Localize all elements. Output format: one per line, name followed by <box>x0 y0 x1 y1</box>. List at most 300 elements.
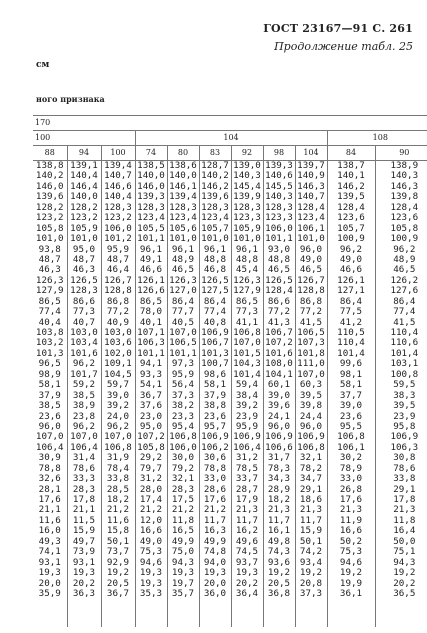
table-cell: 96,0 <box>299 420 323 432</box>
table-cell: 19,2 <box>339 567 363 579</box>
table-cell: 20,2 <box>393 577 416 589</box>
table-cell: 32,1 <box>171 473 195 485</box>
table-cell: 106,5 <box>297 327 325 338</box>
table-cell: 126,5 <box>201 274 229 286</box>
table-cell: 107,2 <box>137 431 165 443</box>
table-cell: 31,7 <box>267 452 291 464</box>
table-cell: 75,1 <box>393 546 416 558</box>
table-cell: 140,1 <box>337 170 365 182</box>
table-cell: 77,5 <box>339 306 363 318</box>
table-cell: 126,5 <box>70 274 98 286</box>
table-cell: 95,9 <box>171 368 195 380</box>
table-cell: 126,6 <box>137 285 165 297</box>
table-cell: 29,2 <box>139 452 163 464</box>
table-cell: 38,5 <box>38 400 61 412</box>
table-cell: 126,7 <box>104 274 132 286</box>
table-cell: 104,3 <box>233 358 261 370</box>
table-cell: 21,3 <box>235 504 259 516</box>
table-cell: 36,3 <box>72 587 96 599</box>
table-cell: 128,4 <box>297 201 325 213</box>
table-cell: 146,2 <box>337 180 365 192</box>
table-cell: 11,7 <box>235 514 259 526</box>
table-cell: 100,8 <box>390 368 419 380</box>
table-cell: 49,0 <box>339 253 363 265</box>
table-cell: 101,3 <box>201 347 229 359</box>
table-cell: 36,4 <box>235 587 259 599</box>
table-cell: 105,8 <box>390 222 419 234</box>
table-cell: 46,6 <box>139 264 163 276</box>
table-cell: 128,3 <box>265 201 293 213</box>
table-cell: 49,6 <box>235 535 259 547</box>
table-cell: 95,9 <box>106 243 130 255</box>
table-cell: 103,6 <box>104 337 132 349</box>
table-cell: 30,9 <box>38 452 61 464</box>
table-cell: 11,8 <box>171 514 195 526</box>
table-cell: 45,4 <box>235 264 259 276</box>
table-cell: 103,4 <box>70 337 98 349</box>
table-cell: 106,8 <box>233 327 261 338</box>
table-cell: 101,4 <box>390 347 419 359</box>
table-cell: 78,2 <box>299 462 323 474</box>
table-cell: 49,1 <box>139 253 163 265</box>
table-cell: 139,4 <box>169 191 197 203</box>
table-cell: 106,0 <box>169 441 197 453</box>
table-cell: 123,2 <box>35 212 64 224</box>
table-cell: 38,2 <box>171 400 195 412</box>
table-cell: 46,5 <box>171 264 195 276</box>
table-cell: 110,6 <box>390 337 419 349</box>
table-cell: 37,9 <box>203 389 227 401</box>
table-cell: 100,9 <box>337 233 365 245</box>
table-cell: 140,2 <box>201 170 229 182</box>
table-cell: 49,9 <box>171 535 195 547</box>
table-cell: 23,0 <box>139 410 163 422</box>
table-cell: 126,2 <box>390 274 419 286</box>
column-header: 100 <box>101 146 135 161</box>
table-cell: 93,1 <box>72 556 96 568</box>
table-cell: 59,5 <box>393 379 416 391</box>
table-cell: 105,8 <box>35 222 64 234</box>
table-cell: 40,8 <box>203 316 227 328</box>
table-cell: 105,7 <box>337 222 365 234</box>
table-cell: 24,1 <box>267 410 291 422</box>
table-cell: 110,4 <box>337 337 365 349</box>
table-cell: 126,1 <box>337 274 365 286</box>
table-cell: 139,1 <box>70 160 98 171</box>
table-cell: 33,8 <box>393 473 416 485</box>
table-cell: 123,3 <box>233 212 261 224</box>
table-cell: 20,5 <box>267 577 291 589</box>
table-cell: 106,1 <box>337 441 365 453</box>
table-cell: 78,9 <box>339 462 363 474</box>
table-cell: 16,0 <box>38 525 61 537</box>
table-cell: 140,2 <box>35 170 64 182</box>
table-cell: 106,9 <box>265 431 293 443</box>
table-cell: 49,8 <box>267 535 291 547</box>
table-cell: 106,0 <box>265 222 293 234</box>
table-cell: 19,3 <box>203 567 227 579</box>
table-cell: 41,1 <box>235 316 259 328</box>
table-cell: 86,5 <box>139 295 163 307</box>
table-cell: 78,5 <box>235 462 259 474</box>
column-header: 98 <box>263 146 295 161</box>
table-cell: 16,2 <box>235 525 259 537</box>
table-cell: 46,5 <box>393 264 416 276</box>
table-cell: 103,1 <box>390 358 419 370</box>
column-values <box>167 161 199 628</box>
table-cell: 139,9 <box>233 191 261 203</box>
table-cell: 123,4 <box>297 212 325 224</box>
table-cell: 140,7 <box>104 170 132 182</box>
table-cell: 46,4 <box>106 264 130 276</box>
table-cell: 74,8 <box>203 546 227 558</box>
column-header: 84 <box>327 146 375 161</box>
table-cell: 138,9 <box>390 160 419 171</box>
table-cell: 101,4 <box>337 347 365 359</box>
table-cell: 15,9 <box>299 525 323 537</box>
table-cell: 17,5 <box>171 494 195 505</box>
table-cell: 77,2 <box>106 306 130 318</box>
table-cell: 140,9 <box>297 170 325 182</box>
table-cell: 29,1 <box>393 483 416 495</box>
table-cell: 28,9 <box>267 483 291 495</box>
table-cell: 19,2 <box>267 567 291 579</box>
table-cell: 106,9 <box>297 431 325 443</box>
table-cell: 11,7 <box>299 514 323 526</box>
table-cell: 21,2 <box>139 504 163 516</box>
table-cell: 96,0 <box>267 420 291 432</box>
table-cell: 105,5 <box>137 222 165 234</box>
table-cell: 96,2 <box>72 358 96 370</box>
table-cell: 123,4 <box>137 212 165 224</box>
table-cell: 101,0 <box>233 233 261 245</box>
table-cell: 49,3 <box>38 535 61 547</box>
table-cell: 11,6 <box>106 514 130 526</box>
table-cell: 15,9 <box>72 525 96 537</box>
table-cell: 140,4 <box>104 191 132 203</box>
table-cell: 36,1 <box>339 587 363 599</box>
table-cell: 138,6 <box>169 160 197 171</box>
table-cell: 19,3 <box>139 567 163 579</box>
table-cell: 140,0 <box>137 170 165 182</box>
table-cell: 94,1 <box>139 358 163 370</box>
table-cell: 46,3 <box>38 264 61 276</box>
table-cell: 16,5 <box>171 525 195 537</box>
table-cell: 33,0 <box>339 473 363 485</box>
table-cell: 110,4 <box>390 327 419 338</box>
table-cell: 30,6 <box>203 452 227 464</box>
table-cell: 38,4 <box>235 389 259 401</box>
column-header: 90 <box>375 146 427 161</box>
table-cell: 139,4 <box>104 160 132 171</box>
table-cell: 98,6 <box>203 368 227 380</box>
table-cell: 32,1 <box>299 452 323 464</box>
table-cell: 35,3 <box>139 587 163 599</box>
table-cell: 49,0 <box>299 253 323 265</box>
table-cell: 17,9 <box>235 494 259 505</box>
table-cell: 28,0 <box>139 483 163 495</box>
table-cell: 101,8 <box>297 347 325 359</box>
table-cell: 46,5 <box>299 264 323 276</box>
table-cell: 106,2 <box>201 441 229 453</box>
table-cell: 95,5 <box>339 420 363 432</box>
table-cell: 18,2 <box>267 494 291 505</box>
table-cell: 41,5 <box>299 316 323 328</box>
table-cell: 19,9 <box>339 577 363 589</box>
table-cell: 93,6 <box>267 556 291 568</box>
table-cell: 105,8 <box>137 441 165 453</box>
table-cell: 138,5 <box>137 160 165 171</box>
table-cell: 79,7 <box>139 462 163 474</box>
column-header: 83 <box>199 146 231 161</box>
table-cell: 78,0 <box>139 306 163 318</box>
table-cell: 96,1 <box>235 243 259 255</box>
table-cell: 73,7 <box>106 546 130 558</box>
table-cell: 78,4 <box>106 462 130 474</box>
table-cell: 17,6 <box>203 494 227 505</box>
table-cell: 107,0 <box>104 431 132 443</box>
table-cell: 96,2 <box>339 243 363 255</box>
table-cell: 19,3 <box>235 567 259 579</box>
table-cell: 100,9 <box>390 233 419 245</box>
table-cell: 33,8 <box>106 473 130 485</box>
table-cell: 21,2 <box>171 504 195 516</box>
table-cell: 74,1 <box>38 546 61 558</box>
table-cell: 128,3 <box>169 201 197 213</box>
table-cell: 11,6 <box>38 514 61 526</box>
table-cell: 11,9 <box>339 514 363 526</box>
table-cell: 11,8 <box>393 514 416 526</box>
table-cell: 19,3 <box>38 567 61 579</box>
table-cell: 32,6 <box>38 473 61 485</box>
table-cell: 96,1 <box>203 243 227 255</box>
table-cell: 73,9 <box>72 546 96 558</box>
table-cell: 106,4 <box>233 441 261 453</box>
table-cell: 95,4 <box>171 420 195 432</box>
table-cell: 48,8 <box>203 253 227 265</box>
table-cell: 101,4 <box>233 368 261 380</box>
table-cell: 19,2 <box>299 567 323 579</box>
table-cell: 58,1 <box>339 379 363 391</box>
table-cell: 140,0 <box>70 191 98 203</box>
table-cell: 97,3 <box>171 358 195 370</box>
table-cell: 31,2 <box>139 473 163 485</box>
table-cell: 28,6 <box>203 483 227 495</box>
table-cell: 96,2 <box>72 420 96 432</box>
table-cell: 94,3 <box>393 556 416 568</box>
table-cell: 106,7 <box>265 327 293 338</box>
table-cell: 145,5 <box>265 180 293 192</box>
table-cell: 50,2 <box>339 535 363 547</box>
table-cell: 128,3 <box>137 201 165 213</box>
table-cell: 99,6 <box>339 358 363 370</box>
table-cell: 58,1 <box>203 379 227 391</box>
table-cell: 75,0 <box>171 546 195 558</box>
table-cell: 106,8 <box>169 431 197 443</box>
table-cell: 23,9 <box>235 410 259 422</box>
table-cell: 103,0 <box>70 327 98 338</box>
table-cell: 101,1 <box>137 233 165 245</box>
table-cell: 127,9 <box>233 285 261 297</box>
table-cell: 106,4 <box>70 441 98 453</box>
table-cell: 18,6 <box>299 494 323 505</box>
table-cell: 35,9 <box>38 587 61 599</box>
table-cell: 28,3 <box>171 483 195 495</box>
table-cell: 49,0 <box>139 535 163 547</box>
table-cell: 77,7 <box>171 306 195 318</box>
table-cell: 126,3 <box>35 274 64 286</box>
table-cell: 49,9 <box>203 535 227 547</box>
table-cell: 140,4 <box>70 170 98 182</box>
table-cell: 123,4 <box>201 212 229 224</box>
table-cell: 23,8 <box>72 410 96 422</box>
table-cell: 11,7 <box>203 514 227 526</box>
table-cell: 128,7 <box>201 160 229 171</box>
table-cell: 107,0 <box>297 368 325 380</box>
table-cell: 37,9 <box>38 389 61 401</box>
table-cell: 19,3 <box>171 567 195 579</box>
table-cell: 31,4 <box>72 452 96 464</box>
table-cell: 39,5 <box>299 389 323 401</box>
table-cell: 20,2 <box>72 577 96 589</box>
table-cell: 40,9 <box>106 316 130 328</box>
table-cell: 21,3 <box>267 504 291 516</box>
table-cell: 101,2 <box>104 233 132 245</box>
column-values <box>375 161 427 628</box>
table-cell: 96,5 <box>38 358 61 370</box>
table-cell: 60,1 <box>267 379 291 391</box>
header-row-groups <box>33 131 427 146</box>
table-cell: 37,3 <box>299 587 323 599</box>
table-cell: 128,3 <box>104 201 132 213</box>
table-cell: 20,0 <box>38 577 61 589</box>
column-values <box>263 161 295 628</box>
table-cell: 127,6 <box>390 285 419 297</box>
table-cell: 30,8 <box>393 452 416 464</box>
table-cell: 106,9 <box>233 431 261 443</box>
table-cell: 128,3 <box>70 285 98 297</box>
column-header: 74 <box>135 146 167 161</box>
table-cell: 19,2 <box>393 567 416 579</box>
table-cell: 19,2 <box>106 567 130 579</box>
table-cell: 48,7 <box>38 253 61 265</box>
column-header: 94 <box>67 146 101 161</box>
table-cell: 106,3 <box>137 337 165 349</box>
table-cell: 96,2 <box>106 420 130 432</box>
group-104-label: 104 <box>135 131 327 146</box>
table-cell: 86,6 <box>72 295 96 307</box>
table-cell: 146,0 <box>35 180 64 192</box>
table-cell: 48,9 <box>393 253 416 265</box>
table-cell: 146,3 <box>390 180 419 192</box>
table-cell: 107,3 <box>297 337 325 349</box>
table-cell: 128,3 <box>201 201 229 213</box>
table-cell: 107,2 <box>265 337 293 349</box>
table-cell: 93,0 <box>267 243 291 255</box>
table-cell: 127,9 <box>35 285 64 297</box>
table-cell: 46,3 <box>72 264 96 276</box>
table-cell: 140,0 <box>169 170 197 182</box>
table-cell: 75,3 <box>139 546 163 558</box>
table-cell: 20,0 <box>203 577 227 589</box>
table-cell: 39,8 <box>299 400 323 412</box>
table-cell: 101,0 <box>201 233 229 245</box>
table-cell: 49,7 <box>72 535 96 547</box>
table-cell: 28,3 <box>72 483 96 495</box>
table-cell: 54,1 <box>139 379 163 391</box>
table-cell: 48,7 <box>106 253 130 265</box>
column-values <box>67 161 101 628</box>
table-cell: 123,2 <box>104 212 132 224</box>
table-cell: 77,2 <box>267 306 291 318</box>
table-cell: 101,3 <box>35 347 64 359</box>
table-cell: 16,3 <box>203 525 227 537</box>
table-cell: 11,7 <box>267 514 291 526</box>
table-cell: 86,5 <box>38 295 61 307</box>
table-cell: 86,8 <box>106 295 130 307</box>
table-cell: 50,0 <box>393 535 416 547</box>
table-cell: 139,3 <box>265 160 293 171</box>
table-cell: 106,9 <box>201 431 229 443</box>
table-cell: 21,1 <box>72 504 96 516</box>
table-cell: 123,6 <box>337 212 365 224</box>
table-continuation-caption: Продолжение табл. 25 <box>274 40 413 53</box>
table-cell: 31,9 <box>106 452 130 464</box>
table-cell: 146,3 <box>297 180 325 192</box>
table-cell: 39,5 <box>393 400 416 412</box>
table-cell: 36,8 <box>267 587 291 599</box>
table-cell: 126,7 <box>297 274 325 286</box>
table-cell: 128,2 <box>70 201 98 213</box>
table-cell: 138,8 <box>35 160 64 171</box>
table-cell: 96,1 <box>139 243 163 255</box>
table-cell: 60,3 <box>299 379 323 391</box>
table-cell: 126,5 <box>265 274 293 286</box>
table-cell: 101,0 <box>70 233 98 245</box>
table-cell: 23,9 <box>393 410 416 422</box>
table-cell: 104,5 <box>104 368 132 380</box>
table-cell: 75,3 <box>339 546 363 558</box>
table-cell: 21,1 <box>38 504 61 516</box>
table-cell: 123,6 <box>390 212 419 224</box>
table-cell: 38,5 <box>72 389 96 401</box>
table-cell: 59,4 <box>235 379 259 391</box>
table-cell: 128,3 <box>233 201 261 213</box>
table-cell: 78,8 <box>38 462 61 474</box>
table-cell: 126,3 <box>169 274 197 286</box>
table-cell: 36,7 <box>106 587 130 599</box>
table-cell: 101,0 <box>35 233 64 245</box>
table-cell: 16,6 <box>139 525 163 537</box>
table-cell: 123,4 <box>169 212 197 224</box>
table-cell: 106,6 <box>265 441 293 453</box>
table-cell: 140,6 <box>265 170 293 182</box>
table-cell: 128,8 <box>104 285 132 297</box>
table-cell: 110,5 <box>337 327 365 338</box>
table-cell: 100,7 <box>201 358 229 370</box>
table-cell: 36,7 <box>139 389 163 401</box>
table-cell: 86,4 <box>203 295 227 307</box>
table-cell: 39,0 <box>106 389 130 401</box>
table-cell: 48,8 <box>235 253 259 265</box>
table-cell: 92,9 <box>106 556 130 568</box>
table-cell: 29,1 <box>299 483 323 495</box>
table-cell: 106,1 <box>297 222 325 234</box>
table-cell: 140,3 <box>233 170 261 182</box>
table-cell: 93,7 <box>235 556 259 568</box>
table-cell: 39,2 <box>235 400 259 412</box>
table-cell: 28,1 <box>38 483 61 495</box>
